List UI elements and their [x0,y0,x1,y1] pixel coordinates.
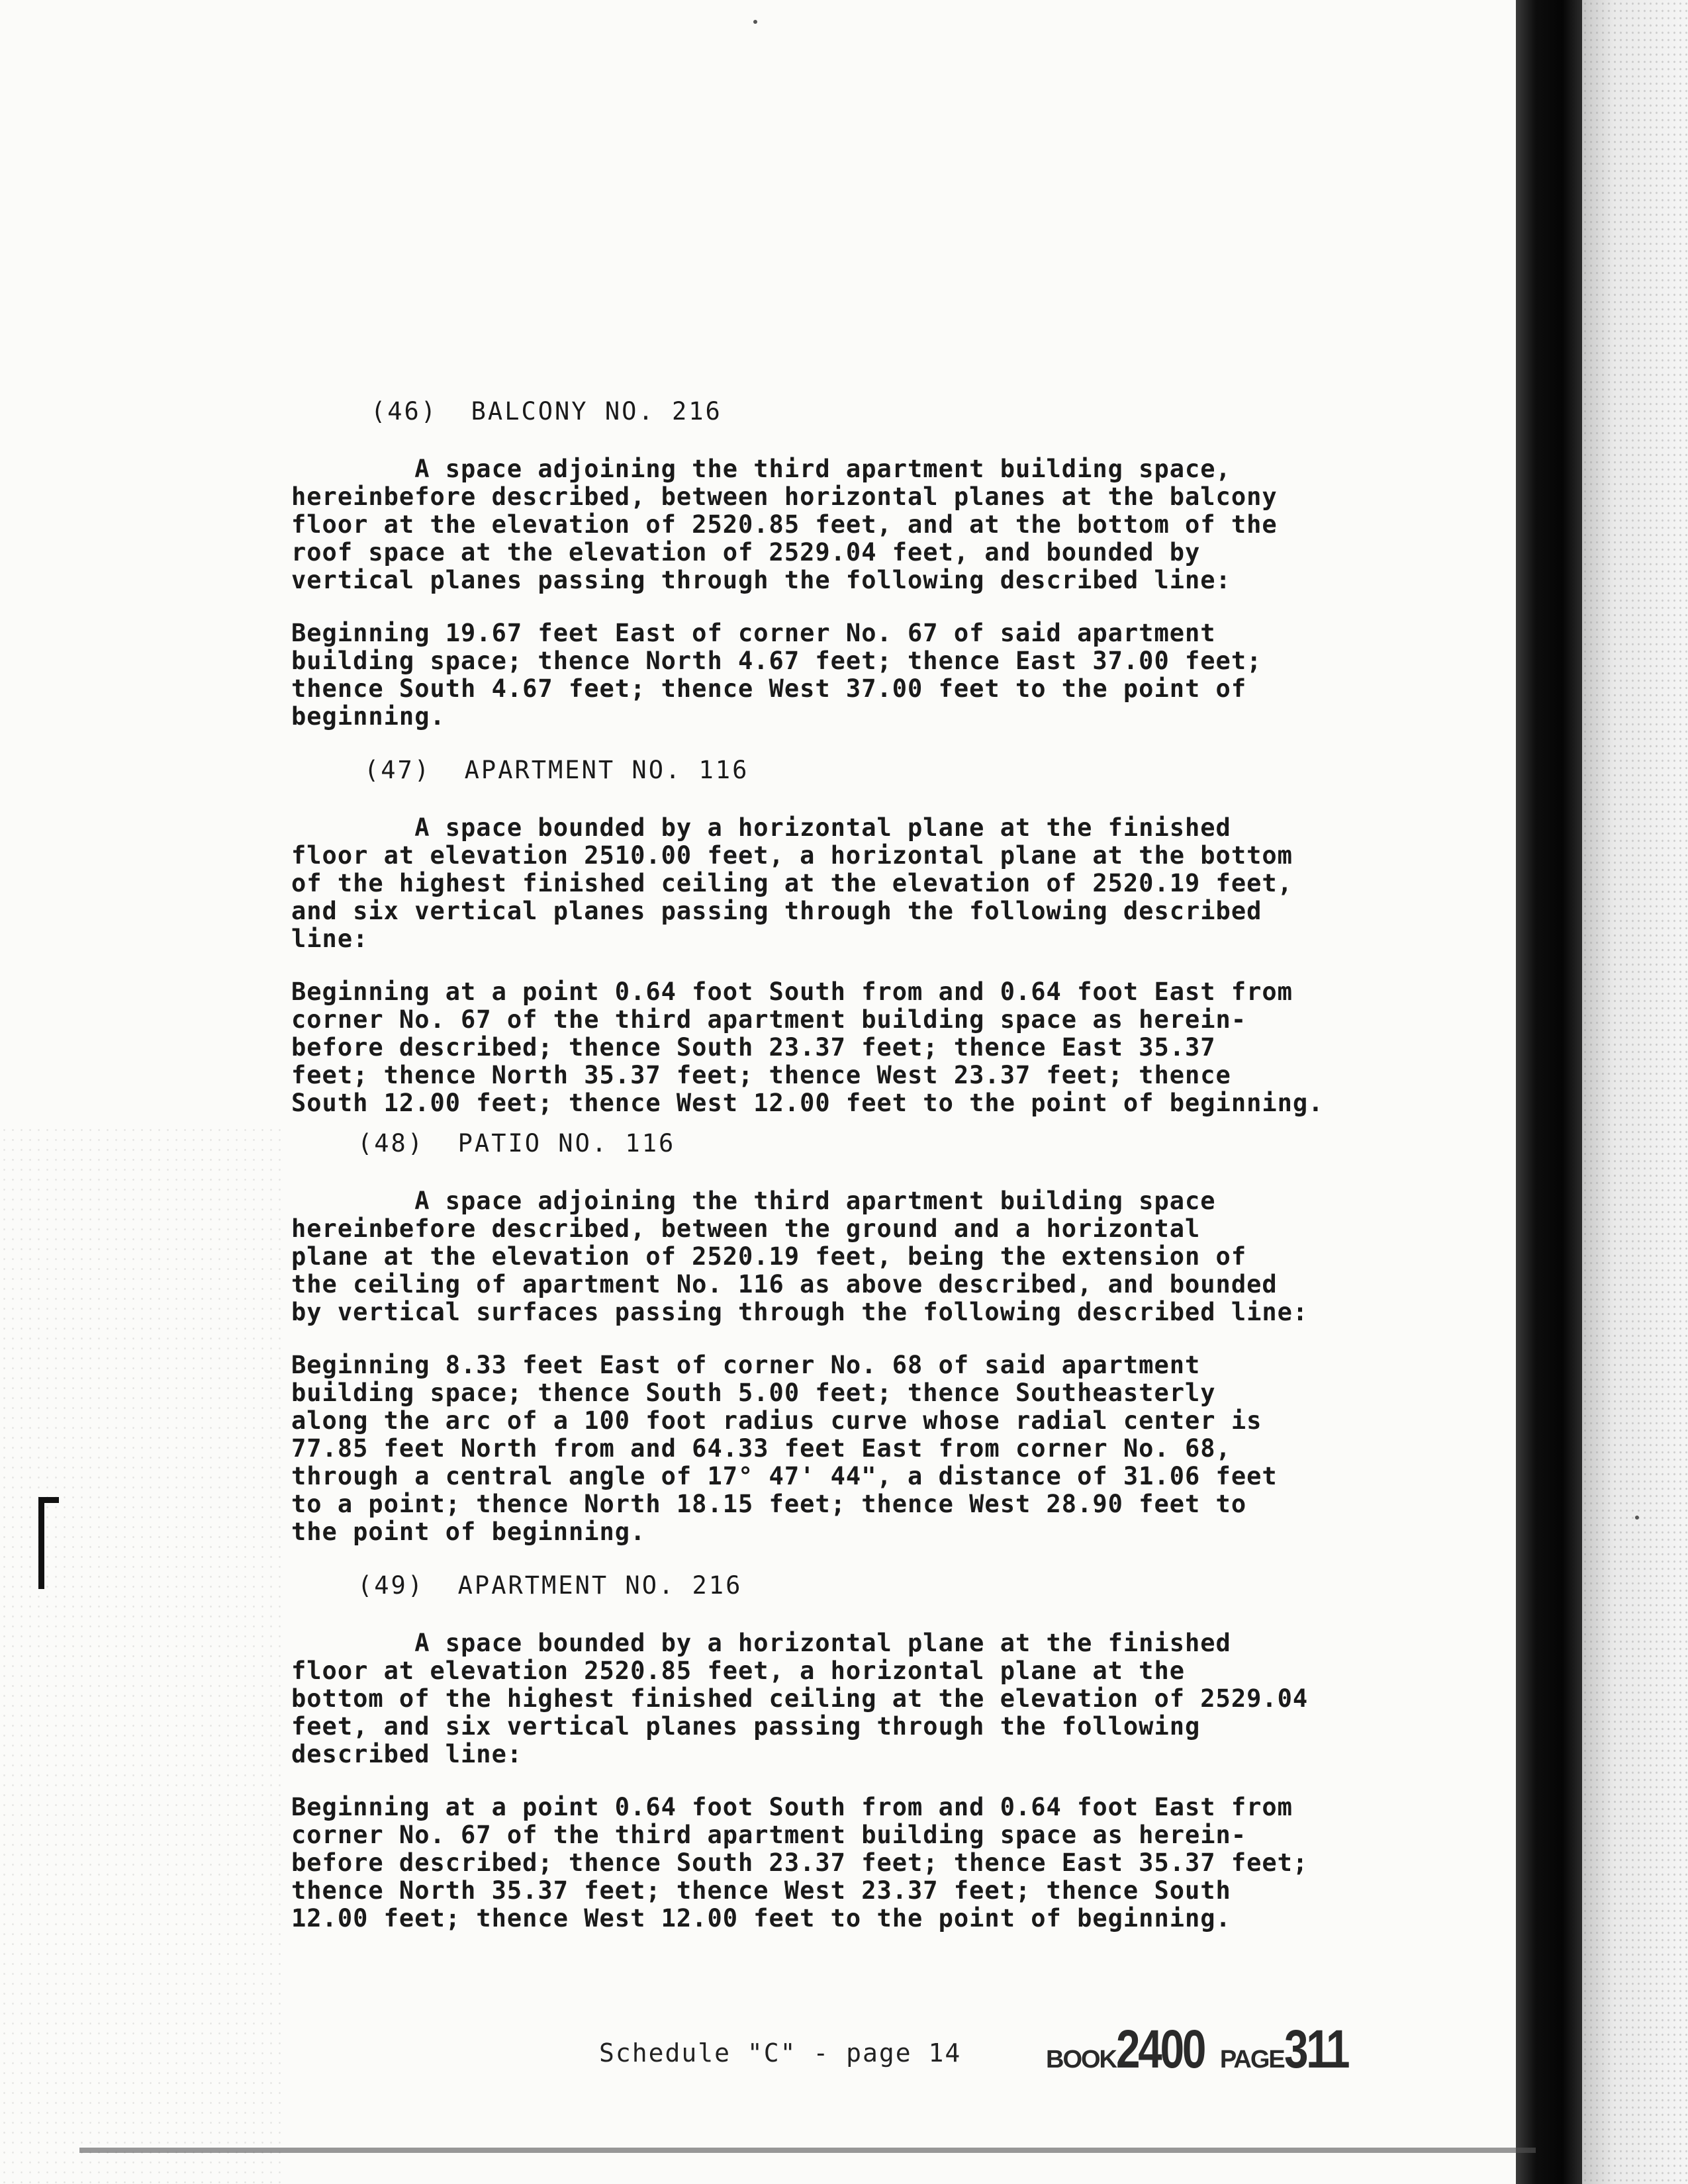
schedule-footer: Schedule "C" - page 14 [599,2038,962,2068]
text-line: of the highest finished ceiling at the elevation of 2520.19 feet, [291,869,1293,897]
text-line: feet, and six vertical planes passing through the following [291,1712,1201,1741]
document-body [291,397,1403,1933]
text-line: 12.00 feet; thence West 12.00 feet to the point of beginning. [291,1904,1231,1933]
section-paragraph [291,978,1403,1117]
text-line: A space adjoining the third apartment building space, [291,455,1231,483]
section-header: (49) APARTMENT NO. 216 [357,1571,743,1600]
section-48 [291,1129,1403,1546]
page-label: PAGE [1219,2046,1284,2073]
text-line: beginning. [291,702,445,731]
section-paragraph [291,1351,1403,1546]
text-line: Beginning 8.33 feet East of corner No. 68 of said apartment [291,1351,1201,1379]
scan-bottom-edge [79,2148,1536,2153]
text-line: and six vertical planes passing through the following described [291,897,1262,925]
book-label: BOOK [1046,2046,1116,2073]
section-47 [291,756,1403,1117]
text-line: building space; thence South 5.00 feet; thence Southeasterly [291,1379,1216,1407]
section-46 [291,397,1403,731]
section-paragraph [291,619,1403,731]
text-line: floor at the elevation of 2520.85 feet, and at the bottom of the [291,510,1278,539]
text-line: floor at elevation 2520.85 feet, a horizontal plane at the [291,1657,1186,1685]
section-paragraph [291,1187,1403,1326]
text-line: A space bounded by a horizontal plane at the finished [291,1629,1231,1657]
scan-dust [753,20,757,24]
section-paragraph [291,1629,1403,1768]
book-number: 2400 [1116,2019,1205,2079]
text-line: plane at the elevation of 2520.19 feet, being the extension of [291,1242,1247,1271]
text-line: feet; thence North 35.37 feet; thence West 23.37 feet; thence [291,1061,1231,1089]
scan-dust [1635,1516,1639,1520]
text-line: hereinbefore described, between horizontal planes at the balcony [291,482,1278,511]
text-line: South 12.00 feet; thence West 12.00 feet to the point of beginning. [291,1089,1324,1117]
text-line: before described; thence South 23.37 feet; thence East 35.37 [291,1033,1216,1062]
text-line: roof space at the elevation of 2529.04 feet, and bounded by [291,538,1201,567]
text-line: Beginning at a point 0.64 foot South from and 0.64 foot East from [291,1793,1293,1821]
text-line: bottom of the highest finished ceiling at the elevation of 2529.04 [291,1684,1309,1713]
text-line: thence North 35.37 feet; thence West 23.37 feet; thence South [291,1876,1231,1905]
text-line: Beginning 19.67 feet East of corner No. 67 of said apartment [291,619,1216,647]
text-line: along the arc of a 100 foot radius curve whose radial center is [291,1406,1262,1435]
book-page-stamp [1046,2019,1364,2081]
text-line: line: [291,925,369,953]
text-line: the ceiling of apartment No. 116 as above described, and bounded [291,1270,1278,1298]
text-line: A space adjoining the third apartment building space [291,1187,1216,1215]
page-number: 311 [1284,2019,1348,2079]
text-line: through a central angle of 17° 47' 44", a distance of 31.06 feet [291,1462,1278,1490]
section-paragraph [291,814,1403,953]
text-line: 77.85 feet North from and 64.33 feet East from corner No. 68, [291,1434,1231,1463]
section-header: (48) PATIO NO. 116 [357,1129,676,1158]
text-line: building space; thence North 4.67 feet; thence East 37.00 feet; [291,647,1262,675]
text-line: to a point; thence North 18.15 feet; thence West 28.90 feet to [291,1490,1247,1518]
text-line: the point of beginning. [291,1518,646,1546]
section-paragraph [291,455,1403,594]
text-line: A space bounded by a horizontal plane at the finished [291,813,1231,842]
text-line: thence South 4.67 feet; thence West 37.00 feet to the point of [291,674,1247,703]
text-line: corner No. 67 of the third apartment building space as herein- [291,1005,1247,1034]
text-line: by vertical surfaces passing through the following described line: [291,1298,1309,1326]
scan-edge-noise [1582,0,1688,2184]
section-49 [291,1571,1403,1933]
text-line: floor at elevation 2510.00 feet, a horizontal plane at the bottom [291,841,1293,870]
scan-left-noise [0,1125,285,2184]
text-line: vertical planes passing through the following described line: [291,566,1231,594]
text-line: described line: [291,1740,523,1768]
section-header: (46) BALCONY NO. 216 [371,397,722,426]
text-line: Beginning at a point 0.64 foot South from and 0.64 foot East from [291,978,1293,1006]
section-header: (47) APARTMENT NO. 116 [364,756,749,784]
text-line: before described; thence South 23.37 feet; thence East 35.37 feet; [291,1848,1309,1877]
binder-clip-mark [38,1497,59,1589]
text-line: hereinbefore described, between the ground and a horizontal [291,1214,1201,1243]
section-paragraph [291,1794,1403,1933]
scan-edge-shadow [1516,0,1582,2184]
text-line: corner No. 67 of the third apartment building space as herein- [291,1821,1247,1849]
